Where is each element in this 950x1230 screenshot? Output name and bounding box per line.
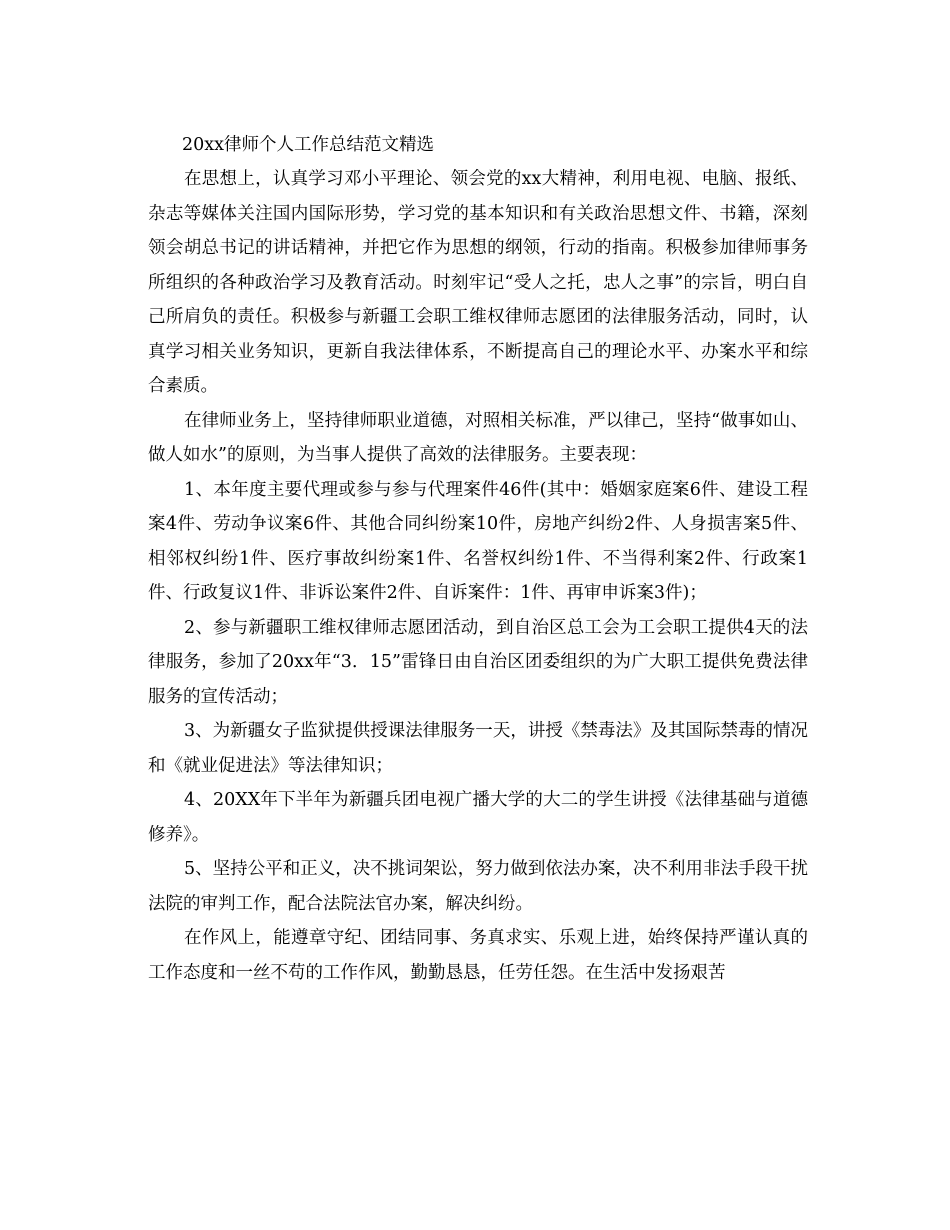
- paragraph-work-style: 在作风上，能遵章守纪、团结同事、务真求实、乐观上进，始终保持严谨认真的工作态度和一丝不苟的工作作风，勤勤恳恳，任劳任怨。在生活中发扬艰苦: [148, 928, 808, 983]
- paragraph-item-1: 1、本年度主要代理或参与参与代理案件46件(其中：婚姻家庭案6件、建设工程案4件、劳动争议案6件、其他合同纠纷案10件，房地产纠纷2件、人身损害案5件、相邻权纠纷1件、医疗事故纠纷案1件、名誉权纠纷1件、不当得利案2件、行政案1件、行政复议1件、非诉讼案件2件、自诉案件：1件、再审申诉案3件)；: [148, 479, 808, 603]
- paragraph-ideology: 在思想上，认真学习邓小平理论、领会党的xx大精神，利用电视、电脑、报纸、杂志等媒体关注国内国际形势，学习党的基本知识和有关政治思想文件、书籍，深刻领会胡总书记的讲话精神，并把它作为思想的纲领，行动的指南。积极参加律师事务所组织的各种政治学习及教育活动。时刻牢记“受人之托，忠人之事”的宗旨，明白自己所肩负的责任。积极参与新疆工会职工维权律师志愿团的法律服务活动，同时，认真学习相关业务知识，更新自我法律体系，不断提高自己的理论水平、办案水平和综合素质。: [148, 169, 808, 396]
- paragraph-item-4: 4、20XX年下半年为新疆兵团电视广播大学的大二的学生讲授《法律基础与道德修养》。: [148, 790, 808, 845]
- paragraph-item-5: 5、坚持公平和正义，决不挑词架讼，努力做到依法办案，决不利用非法手段干扰法院的审判工作，配合法院法官办案，解决纠纷。: [148, 859, 808, 914]
- paragraph-business-intro: 在律师业务上，坚持律师职业道德，对照相关标准，严以律己，坚持“做事如山、做人如水”的原则，为当事人提供了高效的法律服务。主要表现：: [148, 410, 808, 465]
- document-body: [148, 128, 808, 990]
- document-title: 20xx律师个人工作总结范文精选: [182, 135, 435, 155]
- paragraph-item-2: 2、参与新疆职工维权律师志愿团活动，到自治区总工会为工会职工提供4天的法律服务，参加了20xx年“3．15”雷锋日由自治区团委组织的为广大职工提供免费法律服务的宣传活动；: [148, 617, 808, 707]
- paragraph-item-3: 3、为新疆女子监狱提供授课法律服务一天，讲授《禁毒法》及其国际禁毒的情况和《就业促进法》等法律知识；: [148, 721, 808, 776]
